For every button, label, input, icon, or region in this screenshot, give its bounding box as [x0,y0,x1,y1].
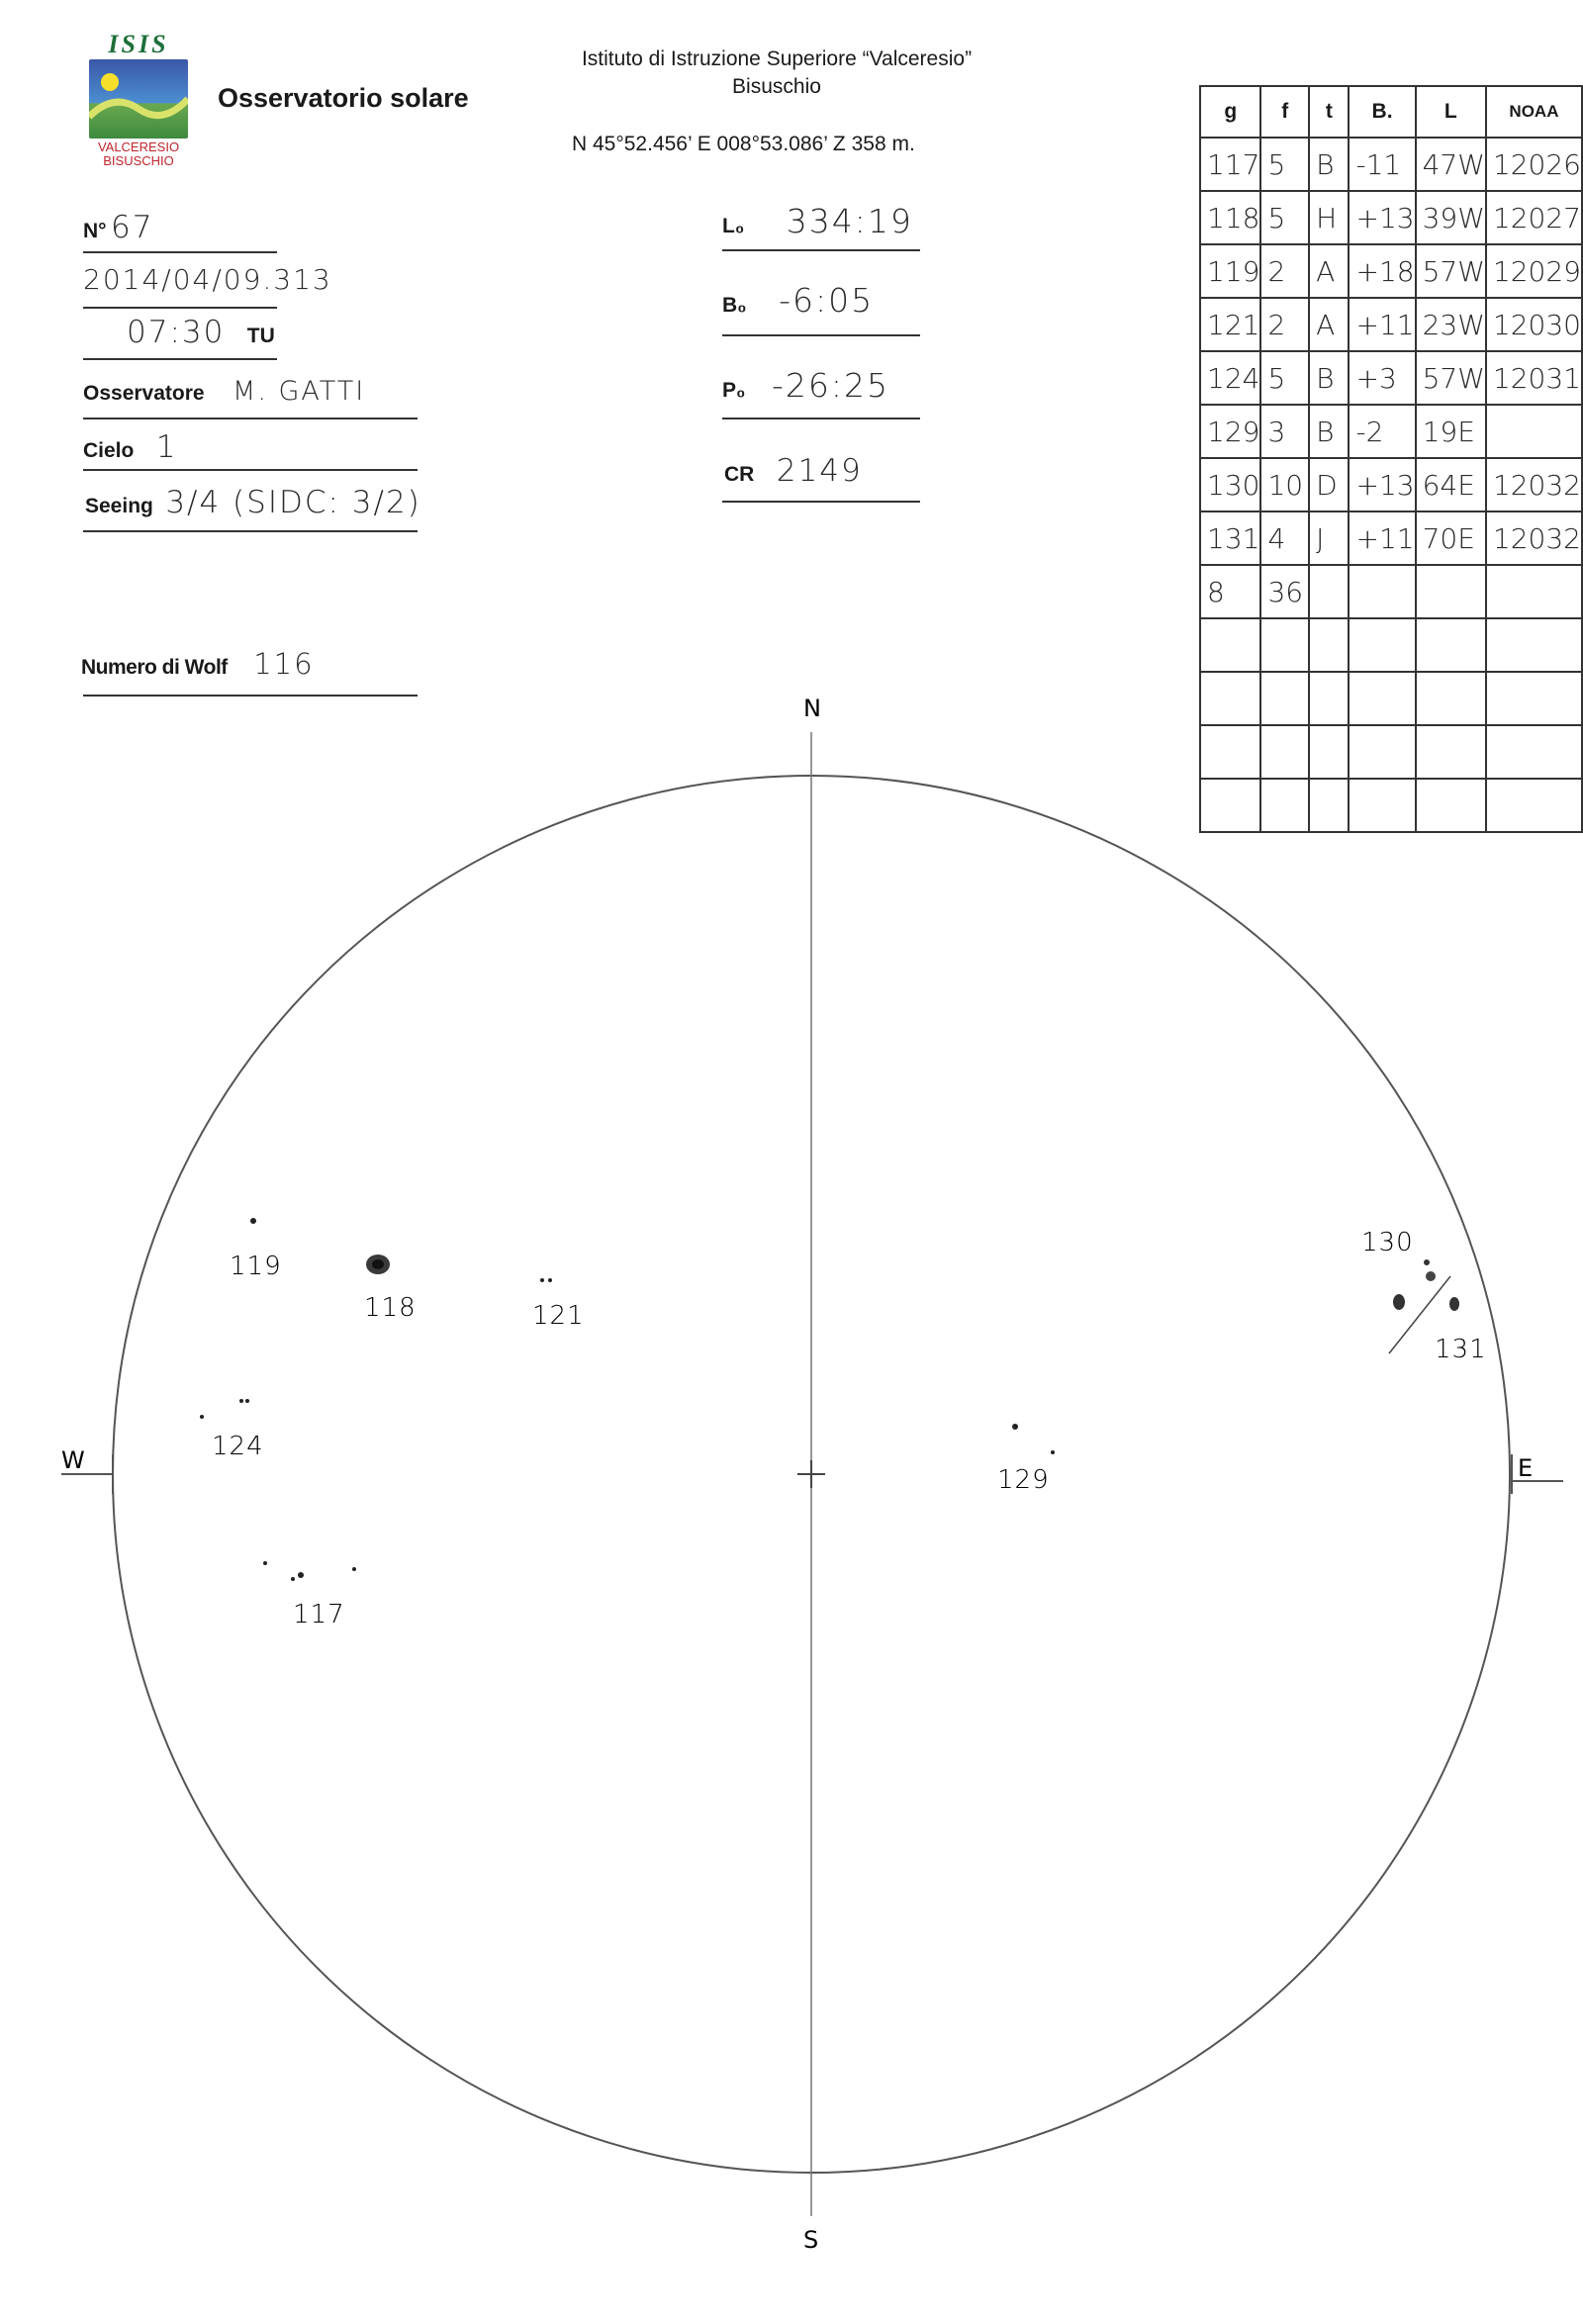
number-value: 67 [111,210,154,245]
group-label-130: 130 [1361,1228,1414,1257]
group-label-131: 131 [1435,1335,1487,1364]
sunspot [1426,1271,1436,1281]
group-label-121: 121 [532,1301,585,1331]
sunspot [1393,1294,1405,1310]
cell-value: D [1316,468,1338,502]
column-header-t: t [1309,86,1349,138]
cell-value: 19E [1422,415,1475,448]
sunspot [200,1415,204,1419]
cell-value: H [1316,201,1338,234]
p0-value: -26:25 [771,366,889,405]
cell-value: A [1316,308,1336,341]
cell-value: 36 [1267,575,1304,608]
cell-value: 12032 [1492,468,1581,502]
cell-value: 5 [1267,201,1286,234]
l0-label: L₀ [722,215,745,237]
institute-name: Istituto di Istruzione Superiore “Valceresio” [581,47,973,70]
sunspot [245,1399,249,1403]
observation-date: 2014/04/09.313 [83,263,332,296]
cell-value: 5 [1267,147,1286,181]
cell-value: 39W [1422,201,1485,234]
cell-value: A [1316,254,1336,288]
cell-value: 130 [1207,468,1260,502]
logo-caption-line1: VALCERESIO [97,139,180,154]
group-label-118: 118 [364,1293,417,1323]
cell-value: 47W [1422,147,1485,181]
time-unit: TU [246,325,275,347]
cell-value: 12029 [1492,254,1581,288]
cell-value: 121 [1207,308,1260,341]
sunspot [291,1577,295,1581]
cell-value: -11 [1355,147,1402,181]
observatory-coordinates: N 45°52.456’ E 008°53.086’ Z 358 m. [572,133,915,155]
sunspot [1449,1297,1459,1311]
cell-value: 57W [1422,361,1485,395]
wolf-value: 116 [253,647,315,681]
cell-value: +3 [1355,361,1397,395]
b0-label: B₀ [722,294,747,317]
sunspot [540,1278,544,1282]
cell-value: +11 [1355,308,1415,341]
sky-label: Cielo [83,439,135,462]
cr-label: CR [724,463,755,486]
time-value: 07:30 [127,315,226,350]
sunspot [1051,1450,1055,1454]
b0-value: -6:05 [779,281,875,320]
group-label-117: 117 [293,1600,345,1629]
cell-value: 124 [1207,361,1260,395]
cell-value: 12030 [1492,308,1581,341]
compass-south: S [803,2226,819,2254]
cell-value: +13 [1355,468,1415,502]
group-label-119: 119 [230,1252,282,1281]
cell-value: 12031 [1492,361,1581,395]
cell-value: -2 [1355,415,1384,448]
column-header-g: g [1200,86,1260,138]
sunspot-umbra [372,1259,384,1269]
cell-value: 12032 [1492,521,1581,555]
seeing-label: Seeing [85,495,153,517]
cell-value: 131 [1207,521,1260,555]
compass-east: E [1518,1454,1534,1482]
cell-value: 4 [1267,521,1286,555]
group-label-124: 124 [212,1432,264,1461]
cell-value: 118 [1207,201,1260,234]
p0-label: P₀ [722,379,746,402]
sunspot [250,1218,256,1224]
cell-value: 57W [1422,254,1485,288]
sunspot [1012,1424,1018,1430]
cell-value: 5 [1267,361,1286,395]
cell-value: +18 [1355,254,1415,288]
institute-city: Bisuschio [732,75,821,98]
cell-value: 2 [1267,254,1286,288]
cell-value: J [1316,521,1325,555]
seeing-value: 3/4 (SIDC: 3/2) [165,485,421,520]
cell-value: 12026 [1492,147,1581,181]
cell-value: 23W [1422,308,1485,341]
observer-value: M. GATTI [233,376,366,407]
observer-label: Osservatore [83,382,205,405]
cell-value: 10 [1267,468,1304,502]
column-header-l: L [1416,86,1486,138]
column-header-b: B. [1349,86,1415,138]
cell-value: B [1316,415,1335,448]
cr-value: 2149 [776,453,863,489]
cell-value: 129 [1207,415,1260,448]
sunspot [548,1278,552,1282]
sunspot [352,1567,356,1571]
column-header-f: f [1260,86,1309,138]
group-label-129: 129 [997,1465,1050,1495]
sunspot [263,1561,267,1565]
cell-value: 70E [1422,521,1475,555]
cell-value: B [1316,147,1335,181]
cell-value: +13 [1355,201,1415,234]
cell-value: +11 [1355,521,1415,555]
l0-value: 334:19 [786,202,913,240]
cell-value: 2 [1267,308,1286,341]
column-header-noaa: NOAA [1486,86,1582,138]
cell-value: 119 [1207,254,1260,288]
compass-north: N [803,695,821,722]
sunspot [298,1572,304,1578]
logo-caption-line2: BISUSCHIO [103,153,174,168]
number-label: N° [83,220,107,242]
cell-value: 3 [1267,415,1286,448]
cell-value: 117 [1207,147,1260,181]
cell-value: B [1316,361,1335,395]
sunspot [1424,1259,1430,1265]
sunspot [239,1399,243,1403]
logo-wordmark: ISIS [108,30,169,58]
cell-value: 12027 [1492,201,1581,234]
cell-value: 8 [1207,575,1225,608]
sky-value: 1 [155,429,178,465]
page-title: Osservatorio solare [218,83,469,113]
compass-west: W [61,1446,85,1474]
cell-value: 64E [1422,468,1475,502]
wolf-label: Numero di Wolf [81,656,228,679]
